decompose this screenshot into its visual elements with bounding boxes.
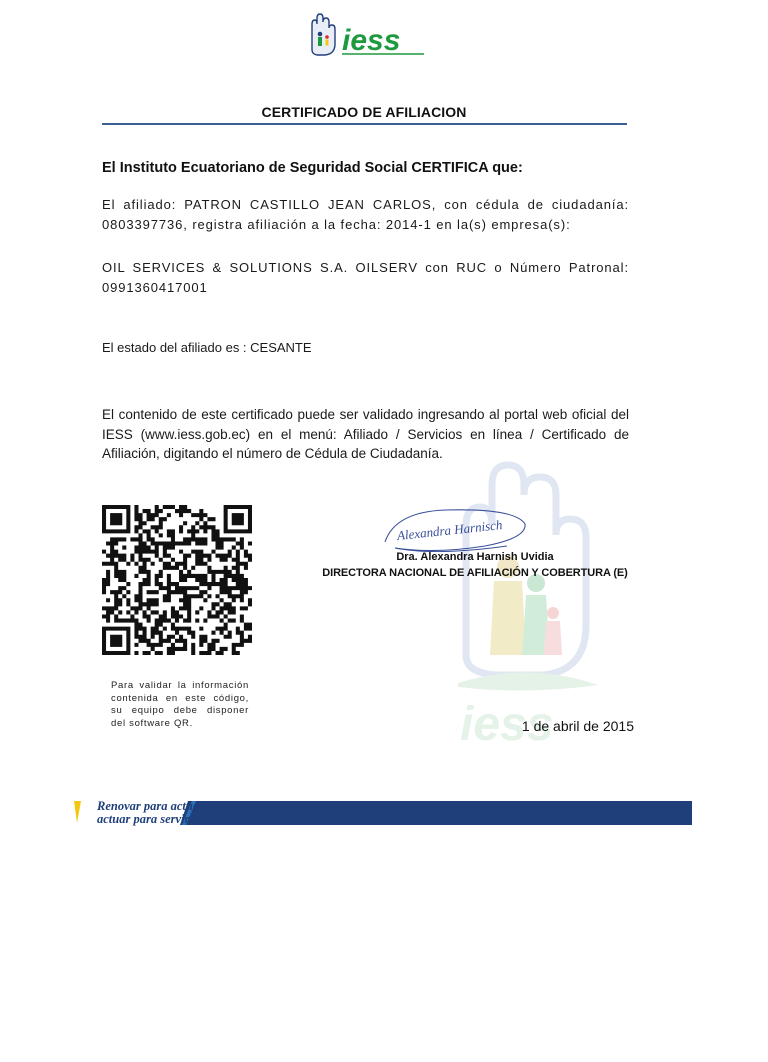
title-divider [102,123,627,125]
iess-logo [306,10,428,60]
certificate-title: CERTIFICADO DE AFILIACION [261,104,467,120]
certification-intro: El Instituto Ecuatoriano de Seguridad Social CERTIFICA que: [102,160,523,176]
company-paragraph: OIL SERVICES & SOLUTIONS S.A. OILSERV con RUC o Número Patronal: 0991360417001 [102,260,629,295]
logo-wordmark: iess [342,24,401,57]
hand-icon [312,14,335,55]
qr-code [102,505,252,655]
svg-text:Alexandra Harnisch: Alexandra Harnisch [396,517,504,544]
status-paragraph: El estado del afiliado es : CESANTE [102,340,312,355]
signer-title: DIRECTORA NACIONAL DE AFILIACIÓN Y COBERTURA (E) [322,567,628,579]
footer-slogan [97,800,206,826]
signature-image [375,502,545,558]
slogan-line-2: actuar para servir [97,812,190,826]
affiliate-paragraph: El afiliado: PATRON CASTILLO JEAN CARLOS, con cédula de ciudadanía: 0803397736, registra afiliación a la fecha: 2014-1 en la(s) empresa(s): [102,197,629,232]
slogan-line-1: Renovar para actuar, [97,799,207,813]
svg-text:iess: iess [460,698,554,750]
issue-date: 1 de abril de 2015 [521,718,634,734]
qr-instructions: Para validar la información contenida en este código, su equipo debe disponer del software QR. [111,680,249,729]
signer-name: Dra. Alexandra Harnish Uvidia [396,551,554,563]
validation-paragraph: El contenido de este certificado puede ser validado ingresando al portal web oficial del IESS (www.iess.gob.ec) en el menú: Afiliado / Servicios en línea / Certificado de Afiliación, digitando el número de Cédula de Ciudadanía. [102,407,629,461]
iess-watermark [448,455,608,750]
